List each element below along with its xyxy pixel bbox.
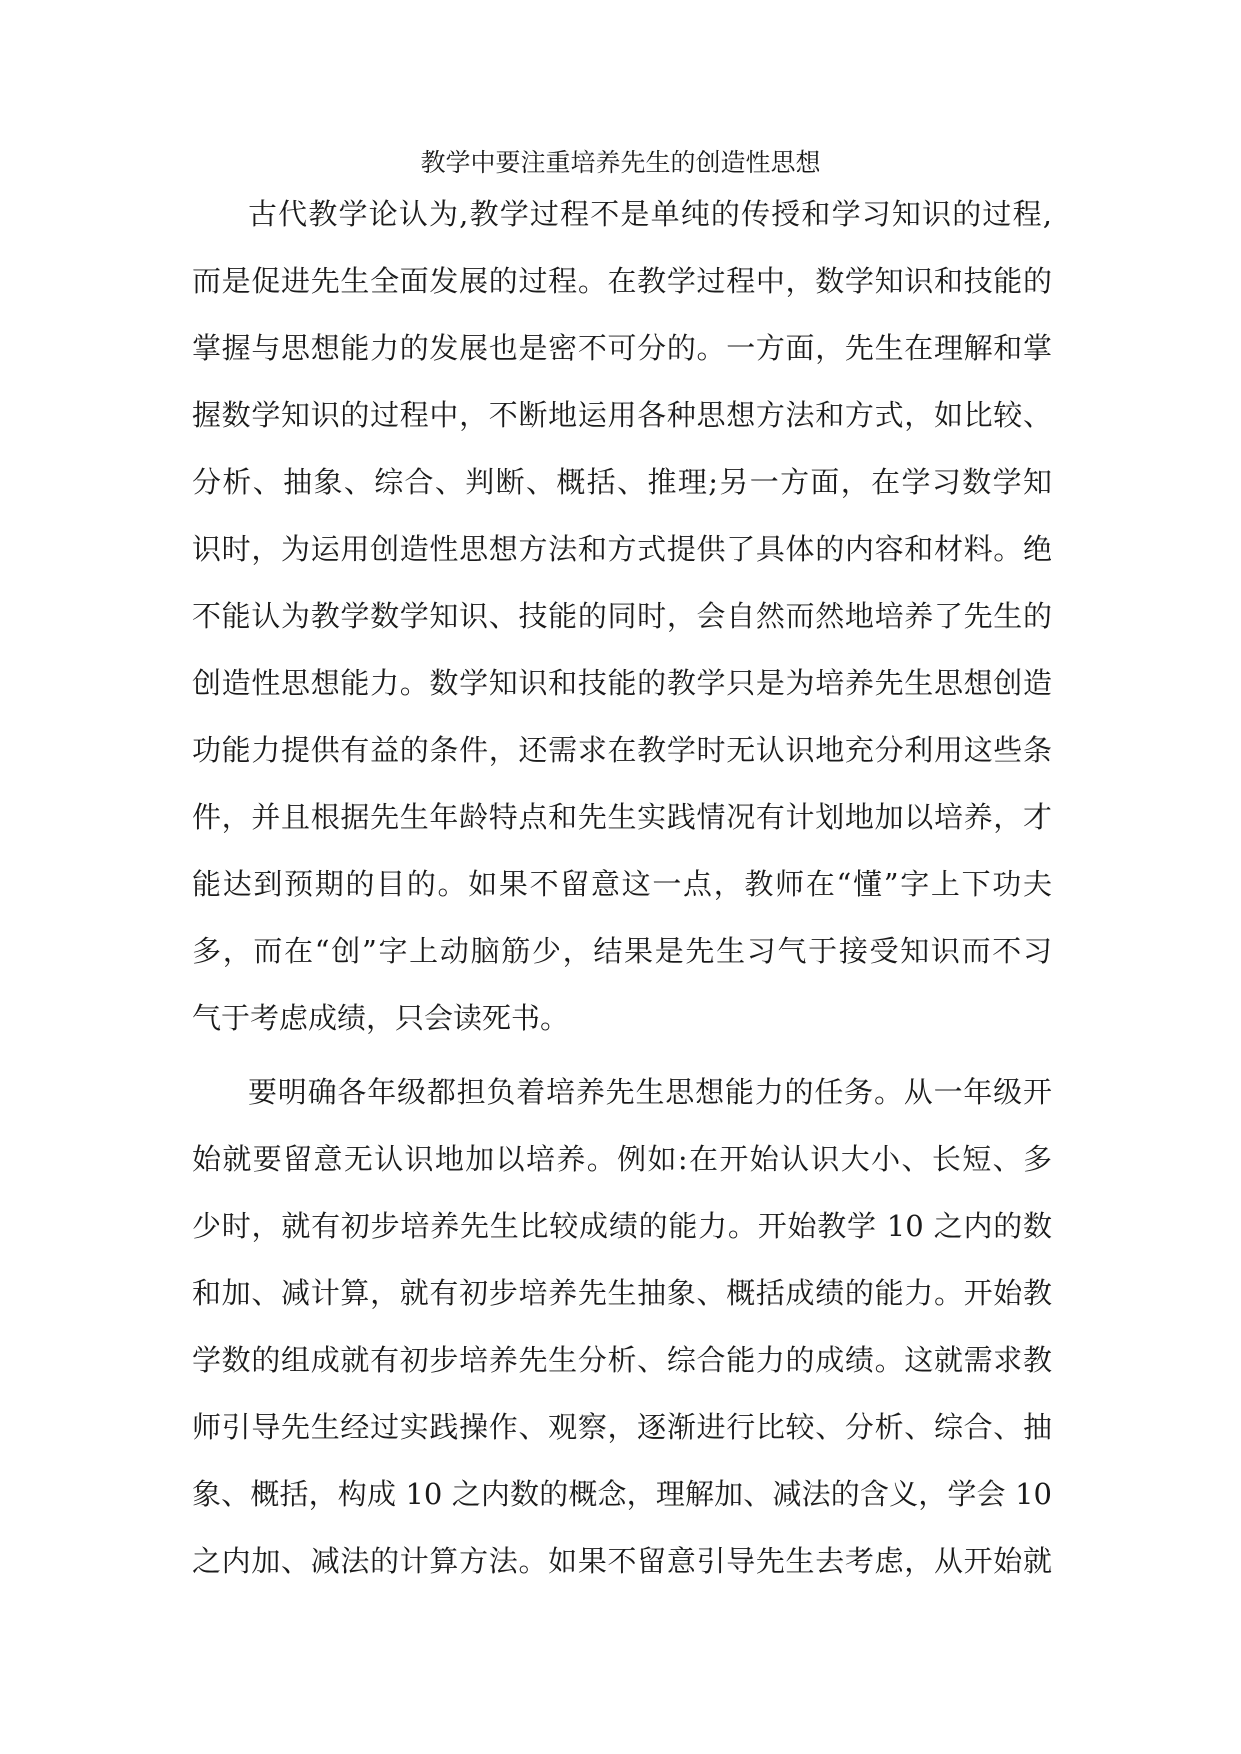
paragraph-2-line-7: 象、概括，构成 10 之内数的概念，理解加、减法的含义，学会 10 [192,1477,1052,1511]
document-body [192,190,1052,1604]
paragraph-1-line-7: 不能认为教学数学知识、技能的同时，会自然而然地培养了先生的 [192,599,1052,633]
paragraph-2-line-1: 要明确各年级都担负着培养先生思想能力的任务。从一年级开 [248,1075,1052,1109]
paragraph-2-line-3: 少时，就有初步培养先生比较成绩的能力。开始教学 10 之内的数 [192,1209,1052,1243]
paragraph-1-line-10: 件，并且根据先生年龄特点和先生实践情况有计划地加以培养，才 [192,800,1052,834]
paragraph-2-line-8: 之内加、减法的计算方法。如果不留意引导先生去考虑，从开始就 [192,1544,1052,1578]
paragraph-1-line-11: 能达到预期的目的。如果不留意这一点，教师在“懂”字上下功夫 [192,867,1052,901]
paragraph-2-line-4: 和加、减计算，就有初步培养先生抽象、概括成绩的能力。开始教 [192,1276,1052,1310]
paragraph-2-line-2: 始就要留意无认识地加以培养。例如:在开始认识大小、长短、多 [192,1142,1052,1176]
paragraph-1-line-1: 古代教学论认为,教学过程不是单纯的传授和学习知识的过程, [248,197,1052,231]
paragraph-1-line-9: 功能力提供有益的条件，还需求在教学时无认识地充分利用这些条 [192,733,1052,767]
paragraph-1-line-3: 掌握与思想能力的发展也是密不可分的。一方面，先生在理解和掌 [192,331,1052,365]
paragraph-2-line-5: 学数的组成就有初步培养先生分析、综合能力的成绩。这就需求教 [192,1343,1052,1377]
paragraph-gap [192,1061,1052,1068]
paragraph-1-line-5: 分析、抽象、综合、判断、概括、推理;另一方面，在学习数学知 [192,465,1052,499]
paragraph-1-line-2: 而是促进先生全面发展的过程。在教学过程中，数学知识和技能的 [192,264,1052,298]
document-title: 教学中要注重培养先生的创造性思想 [420,148,821,177]
paragraph-1-line-13: 气于考虑成绩，只会读死书。 [192,1001,570,1035]
paragraph-1-line-4: 握数学知识的过程中，不断地运用各种思想方法和方式，如比较、 [192,398,1052,432]
paragraph-2-line-6: 师引导先生经过实践操作、观察，逐渐进行比较、分析、综合、抽 [192,1410,1052,1444]
paragraph-1-line-12: 多，而在“创”字上动脑筋少，结果是先生习气于接受知识而不习 [192,934,1052,968]
paragraph-1-line-6: 识时，为运用创造性思想方法和方式提供了具体的内容和材料。绝 [192,532,1052,566]
paragraph-1-line-8: 创造性思想能力。数学知识和技能的教学只是为培养先生思想创造 [192,666,1052,700]
